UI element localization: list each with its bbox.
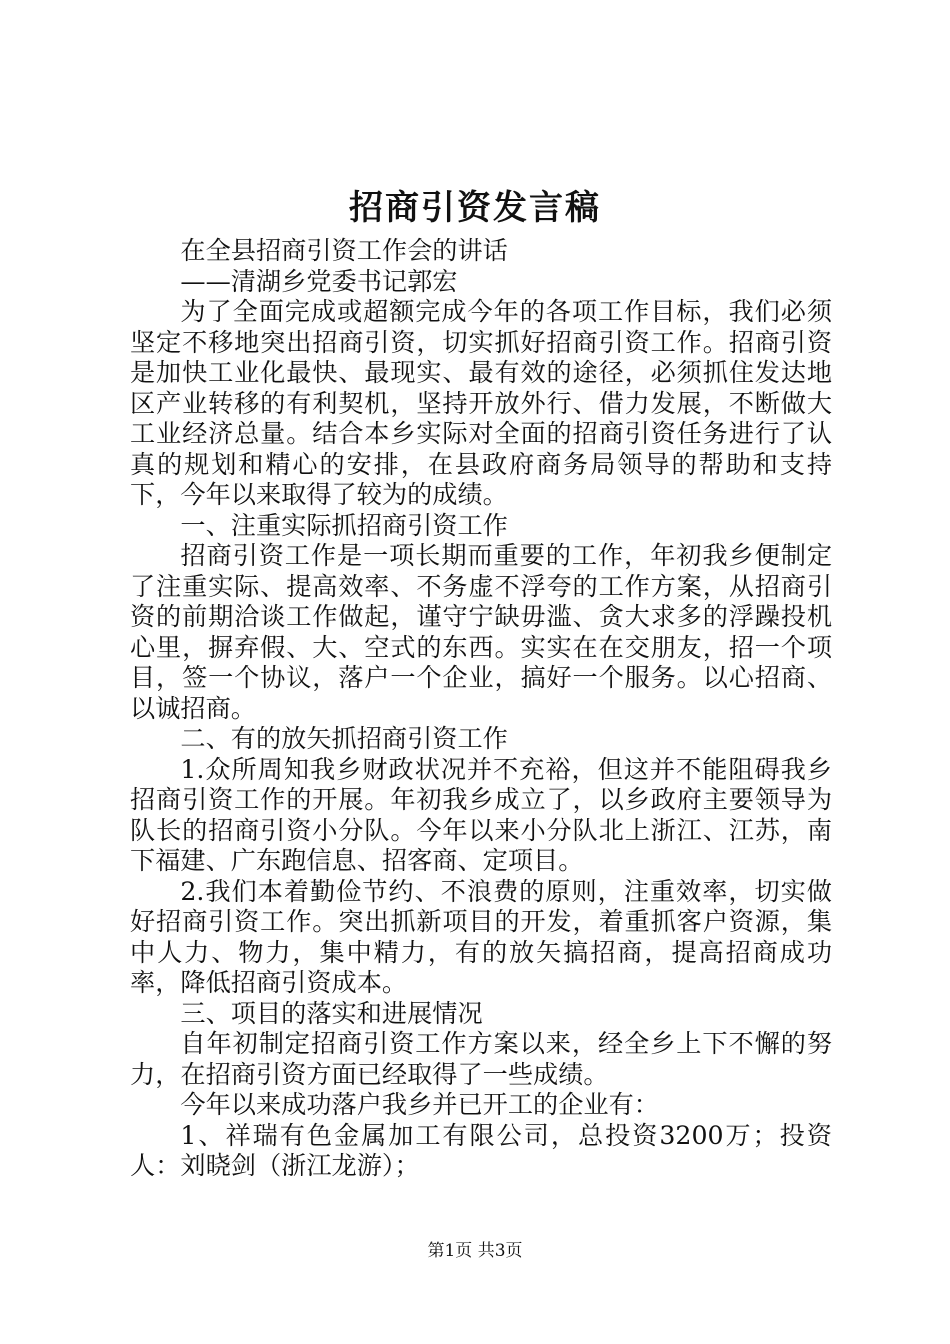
body-paragraph: 1.众所周知我乡财政状况并不充裕，但这并不能阻碍我乡招商引资工作的开展。年初我乡成立了，以乡政府主要领导为队长的招商引资小分队。今年以来小分队北上浙江、江苏，南下福建、广东跑信息、招客商、定项目。	[130, 754, 832, 875]
body-paragraph: 1、祥瑞有色金属加工有限公司，总投资3200万；投资人：刘晓剑（浙江龙游）；	[130, 1120, 832, 1180]
subtitle-line: 在全县招商引资工作会的讲话	[180, 236, 508, 265]
document-body	[130, 236, 832, 1182]
page-footer	[0, 1240, 950, 1262]
section-heading: 三、项目的落实和进展情况	[180, 998, 483, 1028]
body-paragraph: 2.我们本着勤俭节约、不浪费的原则，注重效率，切实做好招商引资工作。突出抓新项目的开发，着重抓客户资源，集中人力、物力，集中精力，有的放矢搞招商，提高招商成功率，降低招商引资成本。	[130, 876, 832, 997]
page-number: 第1页 共3页	[427, 1241, 523, 1261]
body-paragraph: 招商引资工作是一项长期而重要的工作，年初我乡便制定了注重实际、提高效率、不务虚不浮夸的工作方案，从招商引资的前期洽谈工作做起，谨守宁缺毋滥、贪大求多的浮躁投机心里，摒弃假、大、空式的东西。实实在在交朋友，招一个项目，签一个协议，落户一个企业，搞好一个服务。以心招商、以诚招商。	[130, 541, 832, 723]
body-paragraph: 自年初制定招商引资工作方案以来，经全乡上下不懈的努力，在招商引资方面已经取得了一些成绩。	[130, 1029, 832, 1089]
section-heading: 一、注重实际抓招商引资工作	[180, 510, 508, 540]
body-paragraph: 为了全面完成或超额完成今年的各项工作目标，我们必须坚定不移地突出招商引资，切实抓好招商引资工作。招商引资是加快工业化最快、最现实、最有效的途径，必须抓住发达地区产业转移的有利契机，坚持开放外行、借力发展，不断做大工业经济总量。结合本乡实际对全面的招商引资任务进行了认真的规划和精心的安排，在县政府商务局领导的帮助和支持下，今年以来取得了较为的成绩。	[130, 297, 832, 509]
document-title: 招商引资发言稿	[349, 188, 601, 228]
speaker-line: ——清湖乡党委书记郭宏	[180, 266, 458, 296]
body-paragraph: 今年以来成功落户我乡并已开工的企业有：	[180, 1090, 659, 1119]
section-heading: 二、有的放矢抓招商引资工作	[180, 724, 508, 753]
